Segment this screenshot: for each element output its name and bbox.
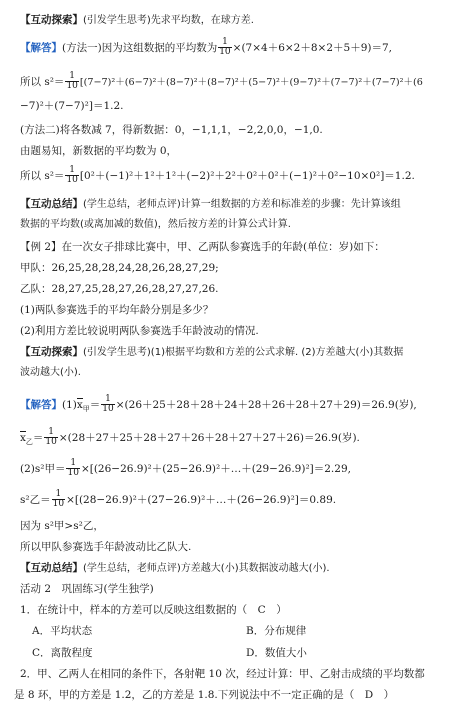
line-answer-1: 【解答】(方法一)因为这组数据的平均数为 $\frac{1}{10}$ ×(7×4＋6×2＋8×2＋5＋9)＝7, xyxy=(20,37,393,58)
line-example-2: 【例 2】在一次女子排球比赛中，甲、乙两队参赛选手的年龄(单位：岁)如下： xyxy=(20,241,385,253)
line-method-two: (方法二)将各数减 7，得新数据：0，−1,1,1，−2,2,0,0，−1,0. xyxy=(20,124,323,136)
fraction: $\frac{1}{10}$ xyxy=(67,458,79,479)
tag-answer: 【解答】 xyxy=(20,398,62,411)
fraction: $\frac{1}{10}$ xyxy=(219,37,231,58)
line-variance-jia: (2)s²甲＝ $\frac{1}{10}$ ×[(26−26.9)²＋(25−26.9)²＋…＋(29−26.9)²]＝2.29, xyxy=(20,458,351,479)
fraction: $\frac{1}{10}$ xyxy=(52,489,65,510)
line-question-1: (1)两队参赛选手的平均年龄分别是多少？ xyxy=(20,304,214,316)
line-variance-formula-2: 所以 s²＝ $\frac{1}{10}$ [0²＋(−1)²＋1²＋1²＋(−2)²＋2²＋0²＋0²＋(−1)²＋0²−10×0²]＝1.2. xyxy=(20,165,415,186)
line-variance-result: −7)²＋(7−7)²]＝1.2. xyxy=(20,100,124,112)
line-practice-1: 1．在统计中，样本的方差可以反映这组数据的（ C ） xyxy=(20,604,287,616)
line-question-2: (2)利用方差比较说明两队参赛选手年龄波动的情况. xyxy=(20,325,259,337)
tag-answer: 【解答】 xyxy=(20,41,62,54)
line-explore-2: 【互动探索】(引发学生思考)(1)根据平均数和方差的公式求解. (2)方差越大(小)其数据 xyxy=(20,346,404,358)
line-activity-2: 活动 2 巩固练习(学生独学) xyxy=(20,583,154,595)
option-b: B．分布规律 xyxy=(246,625,307,637)
line-summary-2: 【互动总结】(学生总结，老师点评)方差越大(小)其数据波动越大(小). xyxy=(20,562,330,574)
line-answer-mean-jia: 【解答】$(1)x_甲=$ $\frac{1}{10}$ ×(26＋25＋28＋28＋24＋28＋26＋28＋27＋29)＝26.9(岁), xyxy=(20,394,417,415)
line-summary-1: 【互动总结】(学生总结，老师点评)计算一组数据的方差和标准差的步骤：先计算该组 xyxy=(20,198,401,210)
fraction: $\frac{1}{10}$ xyxy=(102,394,114,415)
tag-explore: 【互动探索】 xyxy=(20,346,83,358)
line-variance-formula: 所以 s²＝ $\frac{1}{10}$ [(7−7)²＋(6−7)²＋(8−7)²＋(8−7)²＋(5−7)²＋(9−7)²＋(7−7)²＋(7−7)²＋(6 xyxy=(20,71,423,92)
line-practice-2: 2．甲、乙两人在相同的条件下，各射靶 10 次，经过计算：甲、乙射击成绩的平均数都 xyxy=(20,668,425,680)
tag-explore: 【互动探索】 xyxy=(20,14,83,26)
line-summary-1b: 数据的平均数(或离加减的数值)，然后按方差的计算公式计算. xyxy=(20,219,291,230)
option-c: C．离散程度 xyxy=(32,647,93,659)
line-answer-mean-yi: $x_乙=$ $\frac{1}{10}$ ×(28＋27＋25＋28＋27＋26＋28＋27＋27＋26)＝26.9(岁). xyxy=(20,427,360,448)
fraction: $\frac{1}{10}$ xyxy=(66,71,78,92)
line-explore-1: 【互动探索】(引发学生思考)先求平均数，在球方差. xyxy=(20,14,254,26)
line-team-jia: 甲队：26,25,28,28,24,28,26,28,27,29; xyxy=(20,262,219,274)
line-conclusion: 所以甲队参赛选手年龄波动比乙队大. xyxy=(20,541,192,553)
fraction: $\frac{1}{10}$ xyxy=(66,165,78,186)
line-new-mean: 由题易知，新数据的平均数为 0， xyxy=(20,145,178,157)
line-explore-2b: 波动越大(小). xyxy=(20,367,81,378)
tag-summary: 【互动总结】 xyxy=(20,198,83,210)
line-practice-2b: 是 8 环，甲的方差是 1.2，乙的方差是 1.8.下列说法中不一定正确的是（ D ） xyxy=(14,689,395,701)
option-d: D．数值大小 xyxy=(246,647,307,659)
option-a: A．平均状态 xyxy=(32,625,93,637)
line-compare: 因为 s²甲>s²乙， xyxy=(20,520,104,532)
tag-summary: 【互动总结】 xyxy=(20,562,83,574)
fraction: $\frac{1}{10}$ xyxy=(45,427,57,448)
line-variance-yi: s²乙＝ $\frac{1}{10}$ ×[(28−26.9)²＋(27−26.9)²＋…＋(26−26.9)²]＝0.89. xyxy=(20,489,337,510)
line-team-yi: 乙队：28,27,25,28,27,26,28,27,27,26. xyxy=(20,283,219,295)
